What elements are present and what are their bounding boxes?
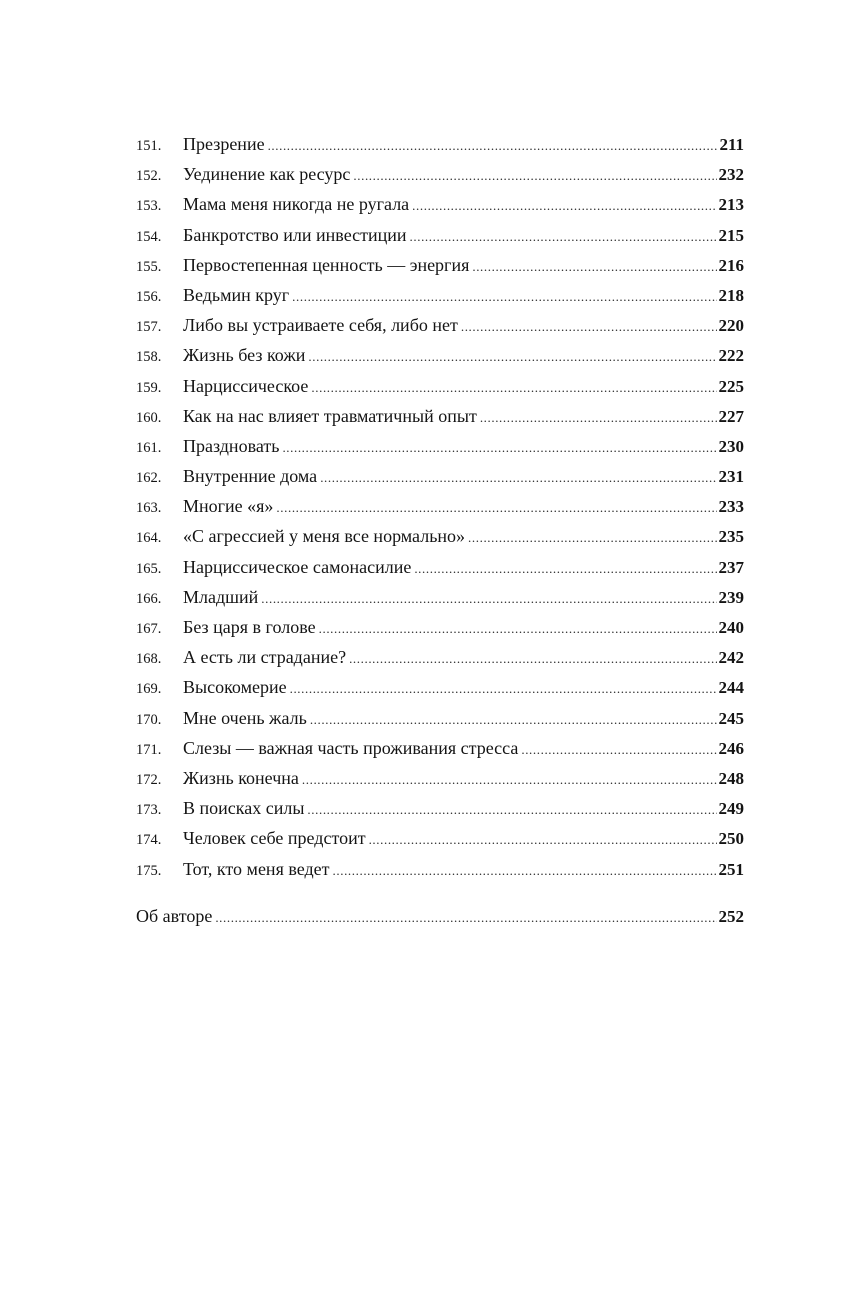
dot-leader [302,765,717,795]
toc-entry-title: Нарциссическое [183,375,309,396]
toc-entry-page: 215 [718,225,744,245]
dot-leader [461,312,717,342]
toc-entry[interactable] [136,461,744,491]
toc-entry-number: 165. [136,560,162,577]
toc-entry[interactable] [136,793,744,823]
toc-entry-number: 170. [136,711,162,728]
toc-entry-page: 237 [718,557,744,577]
table-of-contents [136,129,744,931]
toc-entry[interactable] [136,854,744,884]
toc-entry-number: 167. [136,621,162,637]
toc-entry-title: В поисках силы [183,798,305,819]
dot-leader [292,282,716,312]
toc-entry-title: Ведьмин круг [183,284,290,305]
toc-entry-number: 164. [136,530,162,547]
dot-leader [261,584,716,614]
toc-entry-title: Мама меня никогда не ругала [183,194,410,215]
dot-leader [268,131,718,161]
toc-entry-page: 216 [718,255,744,275]
toc-entry-title: Презрение [183,134,265,154]
dot-leader [310,705,717,735]
toc-entry-title: Либо вы устраиваете себя, либо нет [183,315,458,336]
toc-entry[interactable] [136,220,744,250]
toc-entry-number: 152. [136,168,162,185]
toc-entry-number: 169. [136,681,162,698]
toc-entry[interactable] [136,521,744,551]
toc-entry-title: Высокомерие [183,677,287,698]
toc-entry-page: 231 [718,467,744,487]
toc-entry-page: 211 [719,135,744,154]
toc-entry[interactable] [136,250,744,280]
toc-entry-number: 171. [136,741,162,758]
dot-leader [353,161,716,191]
toc-entry-number: 160. [136,409,162,426]
toc-entry[interactable] [136,189,744,219]
dot-leader [333,856,717,886]
toc-entry-number: 157. [136,319,162,336]
toc-entry[interactable] [136,582,744,612]
toc-entry-title: Без царя в голове [183,617,316,637]
toc-entry-page: 248 [718,768,744,788]
toc-entry[interactable] [136,371,744,401]
dot-leader [472,252,716,282]
toc-entry-page: 235 [718,527,744,547]
toc-entry-title: Жизнь без кожи [183,345,306,366]
dot-leader [369,825,717,855]
dot-leader [412,191,716,221]
dot-leader [215,903,716,933]
toc-entry-page: 240 [718,618,744,637]
toc-entry-title: А есть ли страдание? [183,647,347,668]
toc-entry[interactable] [136,672,744,702]
toc-entry-page: 245 [718,708,744,728]
toc-entry-title: Внутренние дома [183,466,318,487]
toc-entry[interactable] [136,401,744,431]
toc-entry-number: 154. [136,228,162,245]
toc-entry-number: 156. [136,288,162,305]
toc-entry-number: 162. [136,470,162,487]
toc-entry-page: 246 [718,738,744,758]
toc-entry-title: Уединение как ресурс [183,164,351,185]
toc-entry[interactable] [136,340,744,370]
toc-entry-number: 163. [136,500,162,517]
toc-entry-title: Человек себе предстоит [183,828,366,849]
dot-leader [311,373,716,403]
toc-entry-title: Об авторе [136,905,213,926]
dot-leader [468,523,716,553]
toc-entry[interactable] [136,431,744,461]
toc-entry-page: 232 [718,165,744,185]
toc-entry-number: 155. [136,258,162,275]
toc-entry-number: 151. [136,138,162,154]
toc-entry-number: 168. [136,651,162,668]
toc-entries [136,129,744,884]
toc-entry-number: 172. [136,771,162,788]
dot-leader [521,735,716,765]
toc-entry-number: 175. [136,862,162,879]
toc-entry[interactable] [136,823,744,853]
dot-leader [308,342,716,372]
toc-entry-title: Как на нас влияет травматичный опыт [183,405,477,426]
toc-entry-page: 220 [718,316,744,336]
dot-leader [410,222,717,252]
toc-entry[interactable] [136,280,744,310]
toc-entry-title: Первостепенная ценность — энергия [183,254,470,275]
toc-entry-page: 225 [718,376,744,396]
toc-entry-number: 161. [136,439,162,456]
toc-entry[interactable] [136,763,744,793]
toc-entry[interactable] [136,310,744,340]
toc-entry-title: Праздновать [183,435,280,456]
dot-leader [414,554,716,584]
toc-entry-number: 173. [136,802,162,819]
dot-leader [480,403,717,433]
toc-entry[interactable] [136,612,744,642]
toc-entry-page: 233 [718,497,744,517]
dot-leader [307,795,716,825]
toc-entry[interactable] [136,733,744,763]
toc-entry-title: Банкротство или инвестиции [183,224,407,245]
toc-entry-title: Многие «я» [183,496,274,517]
toc-entry-page: 250 [718,829,744,849]
toc-entry-title: «С агрессией у меня все нормально» [183,526,466,547]
toc-entry-number: 159. [136,379,162,396]
toc-entry[interactable] [136,703,744,733]
toc-entry-page: 242 [718,648,744,668]
toc-entry-page: 251 [718,859,744,879]
toc-entry-page: 239 [718,587,744,607]
toc-entry-title: Слезы — важная часть проживания стресса [183,737,519,758]
toc-entry-title: Младший [183,586,259,607]
dot-leader [290,674,717,704]
dot-leader [320,463,716,493]
dot-leader [349,644,716,674]
toc-entry-page: 244 [718,678,744,698]
toc-entry-title: Нарциссическое самонасилие [183,556,412,577]
toc-entry-page: 249 [718,799,744,819]
toc-entry-page: 227 [718,406,744,426]
toc-entry-page: 230 [718,436,744,456]
toc-entry-page: 222 [718,346,744,366]
toc-entry[interactable] [136,159,744,189]
toc-entry-title: Мне очень жаль [183,707,307,728]
toc-entry-page: 213 [718,195,744,215]
toc-entry[interactable] [136,491,744,521]
toc-entry[interactable] [136,642,744,672]
toc-entry-page: 218 [718,285,744,305]
toc-entry-number: 158. [136,349,162,366]
toc-entry[interactable] [136,129,744,159]
toc-entry-about-author[interactable] [136,901,744,931]
toc-entry-title: Тот, кто меня ведет [183,858,330,879]
dot-leader [282,433,716,463]
toc-entry-number: 153. [136,198,162,215]
toc-entry-number: 174. [136,832,162,849]
toc-entry-title: Жизнь конечна [183,767,299,788]
toc-entry[interactable] [136,552,744,582]
dot-leader [276,493,716,523]
toc-entry-number: 166. [136,590,162,607]
dot-leader [319,614,717,644]
toc-entry-page: 252 [718,906,744,926]
